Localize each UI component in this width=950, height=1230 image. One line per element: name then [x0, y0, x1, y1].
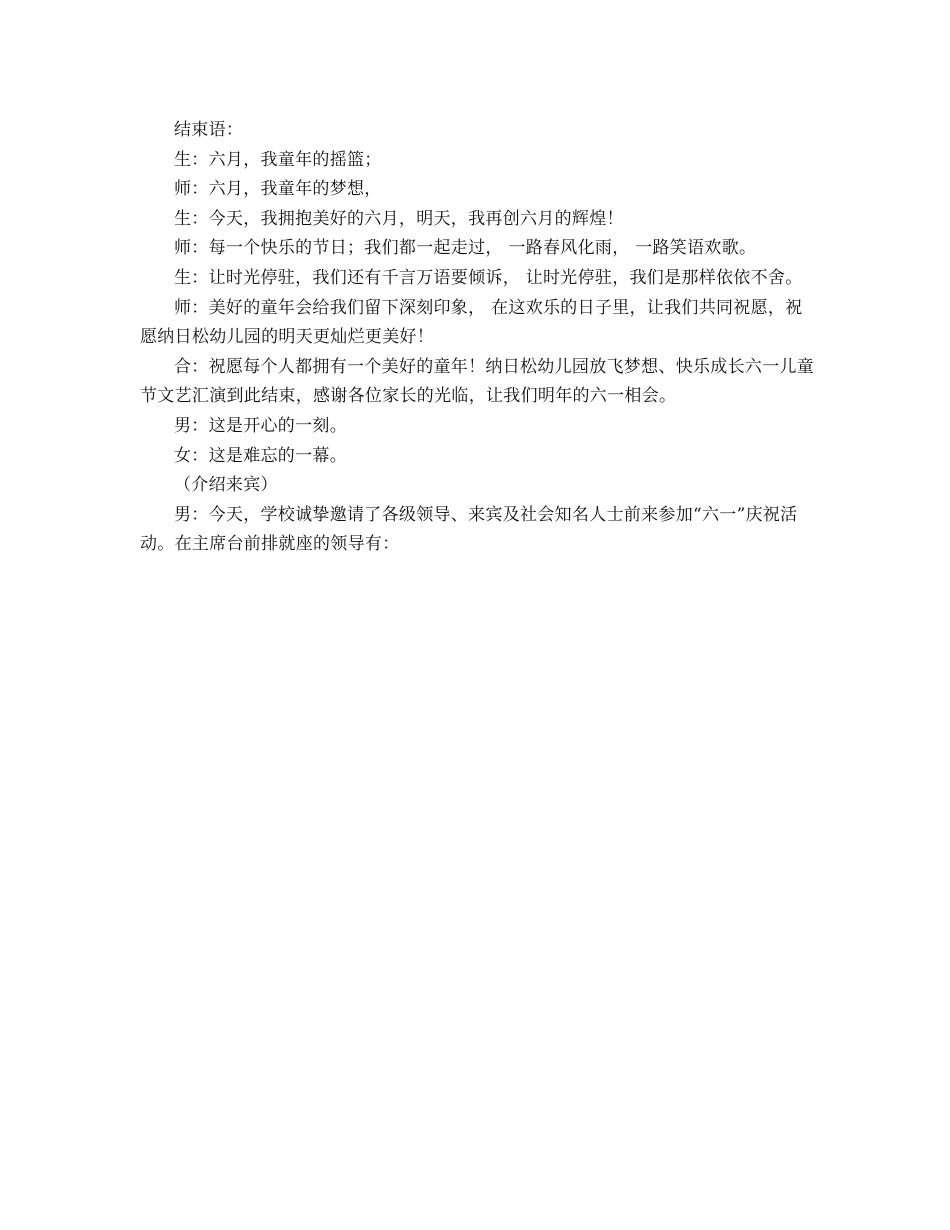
paragraph-female-line-1: 女：这是难忘的一幕。 [174, 445, 347, 466]
paragraph-male-line-2: 男：今天，学校诚挚邀请了各级领导、来宾及社会知名人士前来参加“六一”庆祝活动。在主席台前排就座的领导有： [140, 504, 798, 555]
paragraph-teacher-line-1: 师：六月，我童年的梦想， [174, 179, 382, 200]
paragraph-student-line-3: 生：让时光停驻，我们还有千言万语要倾诉， 让时光停驻，我们是那样依依不舍。 [174, 267, 803, 288]
document-body [140, 116, 816, 560]
paragraph-student-line-2: 生：今天，我拥抱美好的六月，明天，我再创六月的辉煌！ [174, 208, 624, 229]
paragraph-male-line-1: 男：这是开心的一刻。 [174, 415, 347, 436]
paragraph-closing-heading: 结束语： [174, 120, 244, 140]
paragraph-teacher-line-2: 师：每一个快乐的节日；我们都一起走过， 一路春风化雨， 一路笑语欢歌。 [174, 238, 757, 259]
paragraph-teacher-line-3: 师：美好的童年会给我们留下深刻印象， 在这欢乐的日子里，让我们共同祝愿，祝愿纳日松幼儿园的明天更灿烂更美好！ [140, 297, 803, 348]
paragraph-student-line-1: 生：六月，我童年的摇篮； [174, 149, 382, 170]
paragraph-together-line: 合：祝愿每个人都拥有一个美好的童年！纳日松幼儿园放飞梦想、快乐成长六一儿童节文艺汇演到此结束，感谢各位家长的光临，让我们明年的六一相会。 [140, 356, 815, 407]
paragraph-introduce-guests: （介绍来宾） [174, 475, 278, 496]
